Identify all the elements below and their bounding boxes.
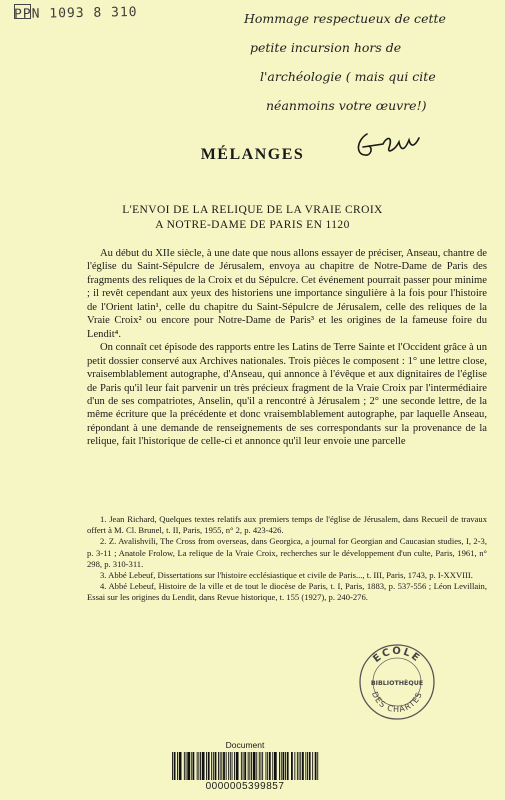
barcode-bar — [206, 752, 207, 780]
barcode-bar — [177, 752, 178, 780]
article-title-line: A NOTRE-DAME DE PARIS EN 1120 — [155, 219, 350, 231]
barcode-bar — [307, 752, 308, 780]
barcode-bar — [197, 752, 198, 780]
dedication-line: petite incursion hors de — [250, 40, 402, 55]
barcode-bar — [287, 752, 289, 780]
barcode-bar — [249, 752, 250, 780]
barcode-bar — [228, 752, 229, 780]
barcode-bar — [221, 752, 222, 780]
barcode-number: 0000005399857 — [205, 781, 285, 792]
barcode-bar — [186, 752, 187, 780]
barcode-bar — [251, 752, 252, 780]
stamp-bottom-text: DES CHARTES — [369, 690, 425, 715]
barcode-bar — [291, 752, 293, 780]
barcode-bar — [202, 752, 205, 780]
barcode-bar — [259, 752, 260, 780]
barcode-bar — [266, 752, 267, 780]
barcode-bar — [274, 752, 277, 780]
barcode-bar — [241, 752, 242, 780]
barcode-bar — [244, 752, 246, 780]
barcode-bar — [315, 752, 317, 780]
barcode-bar — [305, 752, 306, 780]
barcode-bar — [261, 752, 262, 780]
barcode-bar — [208, 752, 210, 780]
barcode-bar — [230, 752, 231, 780]
dedication-line: l'archéologie ( mais qui cite — [260, 69, 436, 84]
barcode-bar — [223, 752, 225, 780]
barcode-bar — [193, 752, 195, 780]
barcode-bar — [279, 752, 280, 780]
barcode-bar — [269, 752, 271, 780]
barcode-bar — [309, 752, 311, 780]
barcode-bar — [172, 752, 173, 780]
barcode-bar — [253, 752, 256, 780]
barcode-bar — [312, 752, 313, 780]
barcode-bar — [232, 752, 233, 780]
article-title — [0, 203, 505, 233]
barcode-bar — [179, 752, 182, 780]
barcode-bar — [226, 752, 227, 780]
barcode-bar — [262, 752, 263, 780]
barcode-bar — [243, 752, 244, 780]
svg-text:DES CHARTES — [370, 690, 424, 714]
barcode-bar — [198, 752, 199, 780]
barcode-bar — [256, 752, 257, 780]
footnote: 2. Z. Avalishvili, The Cross from overseas, dans Georgica, a journal for Georgian and Caucasian studies, I, 2-3, p. 3-11 ; Anatole Frolow, La relique de la Vraie Croix, recherches sur le développement d'un culte, Paris, 1961, n° 298, p. 310-311. — [87, 536, 487, 569]
barcode-bar — [213, 752, 214, 780]
barcode-bar — [302, 752, 304, 780]
stamp-top-text: ÉCOLE — [371, 645, 423, 666]
barcode — [170, 752, 320, 780]
handwritten-dedication — [244, 4, 500, 120]
call-number-stamp: PPN 1093 8 310 — [13, 4, 138, 23]
barcode-bar — [200, 752, 201, 780]
barcode-bar — [294, 752, 295, 780]
barcode-bar — [191, 752, 192, 780]
library-stamp — [357, 642, 437, 722]
barcode-bar — [300, 752, 301, 780]
footnote: 4. Abbé Lebeuf, Histoire de la ville et de tout le diocèse de Paris, t. I, Paris, 1883, p. 537-556 ; Léon Levillain, Essai sur les origines du Lendit, dans Revue historique, t. 155 (1927), p. 240-276. — [87, 581, 487, 603]
barcode-label: Document — [225, 740, 265, 750]
svg-text:ÉCOLE — [370, 646, 423, 665]
barcode-bar — [297, 752, 298, 780]
footnote: 1. Jean Richard, Quelques textes relatifs aux premiers temps de l'église de Jérusalem, dans Recueil de travaux offert à M. Cl. Brunel, t. II, Paris, 1955, n° 2, p. 423-426. — [87, 514, 487, 536]
barcode-bar — [272, 752, 273, 780]
barcode-bar — [285, 752, 286, 780]
barcode-bar — [215, 752, 217, 780]
footnotes — [87, 514, 487, 604]
paragraph: On connaît cet épisode des rapports entre les Latins de Terre Sainte et l'Occident grâce à un petit dossier conservé aux Archives nationales. Trois pièces le composent : 1° une lettre close, vraisemblablement autographe, d'Anseau, qui annonce à l'évêque et aux dignitaires de l'église de Paris qu'il leur fait parvenir un très précieux fragment de la Vraie Croix par l'intermédiaire d'un de ses compatriotes, Anselin, qu'il a rencontré à Jérusalem ; 2° une seconde lettre, de la même écriture que la précédente et donc vraisemblablement autographe, par laquelle Anseau, répondant à une demande de renseignements de ses correspondants sur la provenance de la relique, fait l'historique de celle-ci et annonce qu'il leur envoie une parcelle — [87, 342, 487, 448]
paragraph: Au début du XIIe siècle, à une date que nous allons essayer de préciser, Anseau, chantre de l'église du Saint-Sépulcre de Jérusalem, envoya au chapitre de Notre-Dame de Paris des fragments des reliques de la Croix et du Sépulcre. Cet événement pourrait passer pour minime ; il revêt cependant aux yeux des historiens une importance singulière à la fois pour l'histoire de l'Orient latin¹, celle du chapitre du Saint-Sépulcre de Jérusalem, celle des reliques de la Vraie Croix² ou encore pour Notre-Dame de Paris³ et les origines de la fameuse foire du Lendit⁴. — [87, 248, 487, 340]
barcode-bar — [218, 752, 219, 780]
barcode-bar — [248, 752, 249, 780]
barcode-bar — [267, 752, 268, 780]
barcode-bar — [234, 752, 235, 780]
article-title-line: L'ENVOI DE LA RELIQUE DE LA VRAIE CROIX — [122, 204, 383, 216]
barcode-bar — [184, 752, 185, 780]
barcode-bar — [281, 752, 282, 780]
section-title: MÉLANGES — [200, 146, 305, 163]
barcode-bar — [187, 752, 190, 780]
barcode-bar — [220, 752, 221, 780]
article-body — [87, 247, 487, 449]
barcode-bar — [299, 752, 300, 780]
dedication-line: néanmoins votre œuvre!) — [266, 98, 427, 113]
barcode-bar — [283, 752, 285, 780]
dedication-line: Hommage respectueux de cette — [244, 11, 446, 26]
barcode-bar — [211, 752, 212, 780]
barcode-bar — [236, 752, 239, 780]
footnote: 3. Abbé Lebeuf, Dissertations sur l'histoire ecclésiastique et civile de Paris..., t. III, Paris, 1743, p. I-XXVIII. — [100, 570, 473, 581]
barcode-bar — [317, 752, 318, 780]
stamp-center-text: BIBLIOTHÈQUE — [370, 680, 424, 687]
barcode-bar — [174, 752, 176, 780]
